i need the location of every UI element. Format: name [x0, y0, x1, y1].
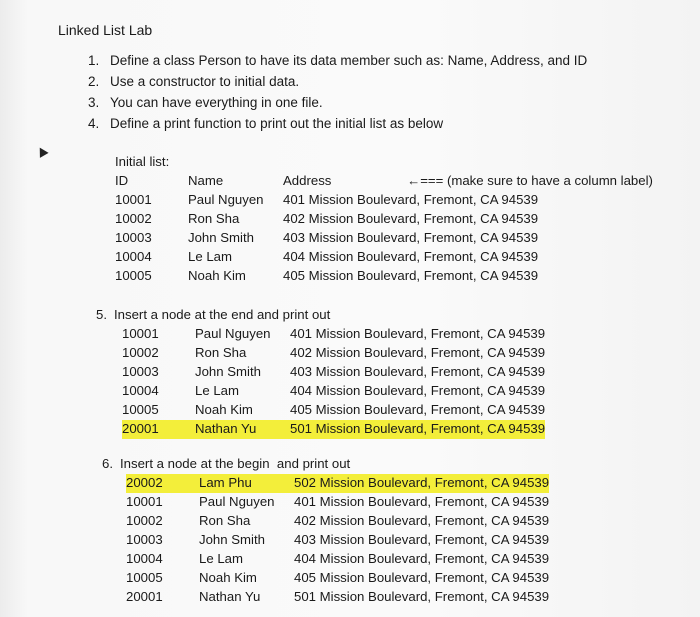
cell-name: Noah Kim: [195, 402, 253, 417]
cell-name: Noah Kim: [199, 570, 257, 585]
step-heading-text: Insert a node at the begin and print out: [120, 456, 351, 471]
cell-name: John Smith: [188, 230, 254, 245]
cell-name: Lam Phu: [199, 474, 294, 493]
table-row: [115, 210, 653, 229]
cell-id: 10003: [115, 230, 152, 245]
instruction-item: [88, 94, 587, 115]
cell-id: 10005: [115, 268, 152, 283]
cell-id: 10003: [122, 364, 159, 379]
cell-address: 404 Mission Boulevard, Fremont, CA 94539: [283, 249, 539, 264]
table-header-row: [115, 172, 653, 191]
cell-name: John Smith: [199, 532, 265, 547]
cell-name: Noah Kim: [188, 268, 246, 283]
cell-address: 403 Mission Boulevard, Fremont, CA 94539: [283, 230, 539, 245]
cell-address: 405 Mission Boulevard, Fremont, CA 94539: [294, 570, 550, 585]
cell-address: 403 Mission Boulevard, Fremont, CA 94539: [294, 532, 550, 547]
instruction-item: [88, 52, 587, 73]
table-row: [126, 512, 549, 531]
table-row: [115, 267, 653, 286]
instruction-item: [88, 115, 587, 136]
step5-section: [96, 306, 545, 439]
table-row: [122, 382, 545, 401]
instruction-item: [88, 73, 587, 94]
step-number: 6.: [102, 456, 113, 471]
step-heading-text: Insert a node at the end and print out: [114, 307, 331, 322]
instruction-number: 4.: [88, 116, 100, 131]
cell-address: 402 Mission Boulevard, Fremont, CA 94539: [283, 211, 539, 226]
instruction-number: 1.: [88, 53, 100, 68]
cell-address: 501 Mission Boulevard, Fremont, CA 94539: [294, 589, 550, 604]
table-row: [122, 363, 545, 382]
cell-address: 502 Mission Boulevard, Fremont, CA 94539: [294, 474, 549, 493]
step-number: 5.: [96, 307, 107, 322]
table-row: [115, 229, 653, 248]
cell-name: Le Lam: [195, 383, 239, 398]
cell-id: 20001: [122, 420, 195, 439]
page-title: Linked List Lab: [58, 22, 153, 38]
table-row: [126, 531, 549, 550]
table-row: [126, 569, 549, 588]
step6-heading: [102, 455, 549, 474]
cell-id: 10001: [115, 192, 152, 207]
cell-name: Ron Sha: [195, 345, 247, 360]
mouse-pointer-icon: [35, 145, 48, 158]
cell-id: 10002: [126, 513, 163, 528]
cell-name: Nathan Yu: [195, 420, 290, 439]
step5-table: [122, 325, 545, 439]
header-id: ID: [115, 173, 129, 188]
table-row: [115, 191, 653, 210]
cell-id: 10002: [122, 345, 159, 360]
cell-name: Le Lam: [199, 551, 243, 566]
instruction-number: 3.: [88, 95, 100, 110]
initial-list-table: [115, 153, 653, 286]
step5-heading: [96, 306, 545, 325]
header-note: ←=== (make sure to have a column label): [407, 173, 653, 188]
instruction-text: You can have everything in one file.: [110, 95, 323, 110]
cell-address: 401 Mission Boulevard, Fremont, CA 94539: [283, 192, 539, 207]
cell-id: 10005: [126, 570, 163, 585]
cell-id: 10004: [126, 551, 163, 566]
instruction-text: Use a constructor to initial data.: [110, 74, 300, 89]
highlighted-table-row: [122, 420, 545, 439]
cell-id: 20001: [126, 589, 163, 604]
table-row: [126, 588, 549, 607]
table-row: [126, 493, 549, 512]
cell-id: 10001: [122, 326, 159, 341]
cell-name: Ron Sha: [188, 211, 240, 226]
initial-list-label: Initial list:: [115, 154, 170, 169]
instruction-text: Define a class Person to have its data member such as: Name, Address, and ID: [110, 53, 588, 68]
highlighted-table-row: [126, 474, 549, 493]
cell-address: 403 Mission Boulevard, Fremont, CA 94539: [290, 364, 546, 379]
cell-name: Ron Sha: [199, 513, 251, 528]
table-row: [126, 550, 549, 569]
cell-name: Paul Nguyen: [199, 494, 275, 509]
step6-table: [126, 474, 549, 607]
cell-address: 401 Mission Boulevard, Fremont, CA 94539: [290, 326, 546, 341]
instruction-list: [88, 52, 587, 136]
table-row: [122, 325, 545, 344]
step6-section: [102, 455, 549, 607]
cell-id: 10005: [122, 402, 159, 417]
table-row: [115, 248, 653, 267]
instruction-number: 2.: [88, 74, 100, 89]
cell-address: 401 Mission Boulevard, Fremont, CA 94539: [294, 494, 550, 509]
cell-address: 404 Mission Boulevard, Fremont, CA 94539: [294, 551, 550, 566]
cell-address: 405 Mission Boulevard, Fremont, CA 94539: [290, 402, 546, 417]
cell-address: 404 Mission Boulevard, Fremont, CA 94539: [290, 383, 546, 398]
cell-name: Nathan Yu: [199, 589, 261, 604]
header-name: Name: [188, 173, 224, 188]
cell-name: Paul Nguyen: [188, 192, 264, 207]
header-address: Address: [283, 173, 332, 188]
cell-name: Paul Nguyen: [195, 326, 271, 341]
cell-id: 10004: [115, 249, 152, 264]
cell-address: 405 Mission Boulevard, Fremont, CA 94539: [283, 268, 539, 283]
instruction-text: Define a print function to print out the initial list as below: [110, 116, 444, 131]
cell-id: 20002: [126, 474, 199, 493]
cell-name: John Smith: [195, 364, 261, 379]
cell-id: 10002: [115, 211, 152, 226]
cell-id: 10003: [126, 532, 163, 547]
cell-id: 10004: [122, 383, 159, 398]
table-row: [122, 401, 545, 420]
cell-address: 402 Mission Boulevard, Fremont, CA 94539: [294, 513, 550, 528]
table-row: [122, 344, 545, 363]
cell-id: 10001: [126, 494, 163, 509]
cell-name: Le Lam: [188, 249, 232, 264]
cell-address: 501 Mission Boulevard, Fremont, CA 94539: [290, 420, 545, 439]
cell-address: 402 Mission Boulevard, Fremont, CA 94539: [290, 345, 546, 360]
